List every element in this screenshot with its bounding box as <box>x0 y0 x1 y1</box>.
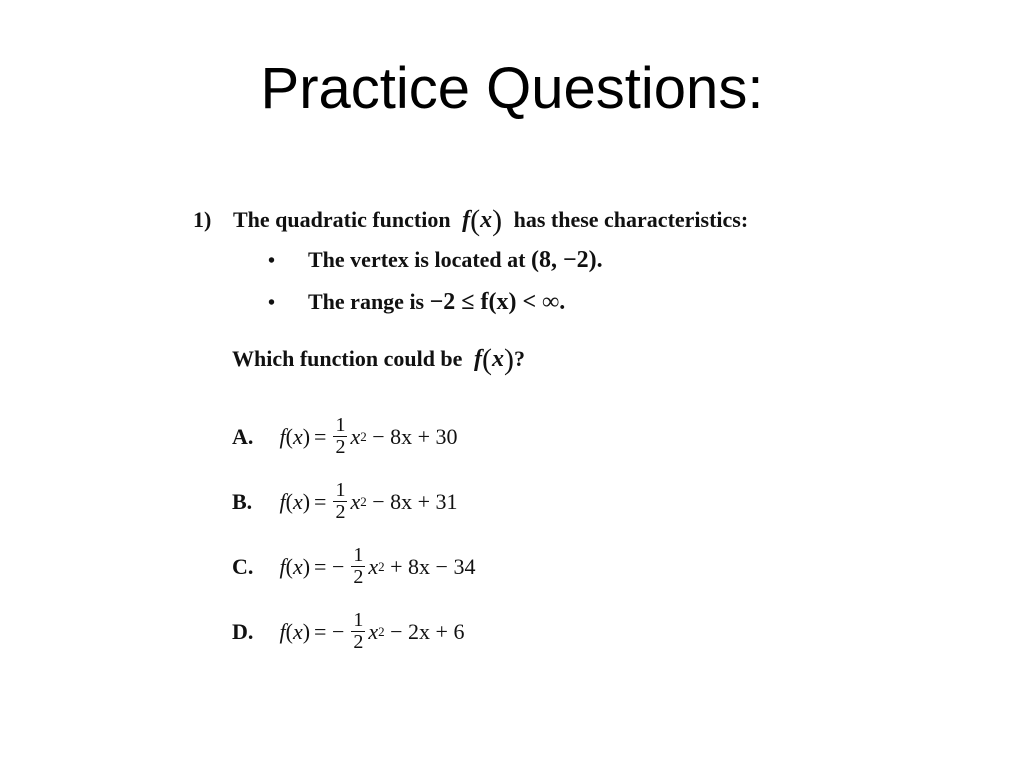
stem-text: The quadratic function <box>233 207 451 232</box>
prompt-text: Which function could be <box>232 346 463 371</box>
bullet-dot: • <box>268 250 276 272</box>
choice-equation: f ( x ) = $\frac{1}{2}$ x 2 − 8x + 31 <box>279 479 458 523</box>
choice-equation: f ( x ) = − $\frac{1}{2}$ x 2 + 8x − 34 <box>279 544 476 588</box>
choice-letter: C. <box>232 553 254 579</box>
choice-equation: f ( x ) = − $\frac{1}{2}$ x 2 − 2x + 6 <box>279 609 465 653</box>
bullet-math: −2 ≤ f(x) < ∞. <box>429 289 566 315</box>
bullet-dot: • <box>268 292 276 314</box>
choice-equation: f ( x ) = $\frac{1}{2}$ x 2 − 8x + 30 <box>279 414 458 458</box>
prompt-end: ? <box>513 346 525 371</box>
choice-c[interactable] <box>232 545 475 588</box>
bullet-text: The range is <box>308 289 425 314</box>
choice-letter: D. <box>232 618 254 644</box>
choice-letter: B. <box>232 488 253 514</box>
bullet-range <box>268 289 565 316</box>
prompt-function: f(x) <box>467 343 514 376</box>
bullet-vertex <box>268 247 603 274</box>
choice-a[interactable] <box>232 415 458 458</box>
choice-letter: A. <box>232 423 254 449</box>
slide-title: Practice Questions: <box>260 56 764 121</box>
question-prompt <box>232 343 525 377</box>
question-stem <box>193 204 748 238</box>
question-number: 1) <box>193 207 212 232</box>
bullet-text: The vertex is located at <box>308 247 526 272</box>
stem-function: f(x) <box>456 204 503 237</box>
stem-after: has these characteristics: <box>513 207 749 232</box>
choice-d[interactable] <box>232 610 464 653</box>
choice-b[interactable] <box>232 480 458 523</box>
bullet-math: (8, −2). <box>531 247 603 273</box>
